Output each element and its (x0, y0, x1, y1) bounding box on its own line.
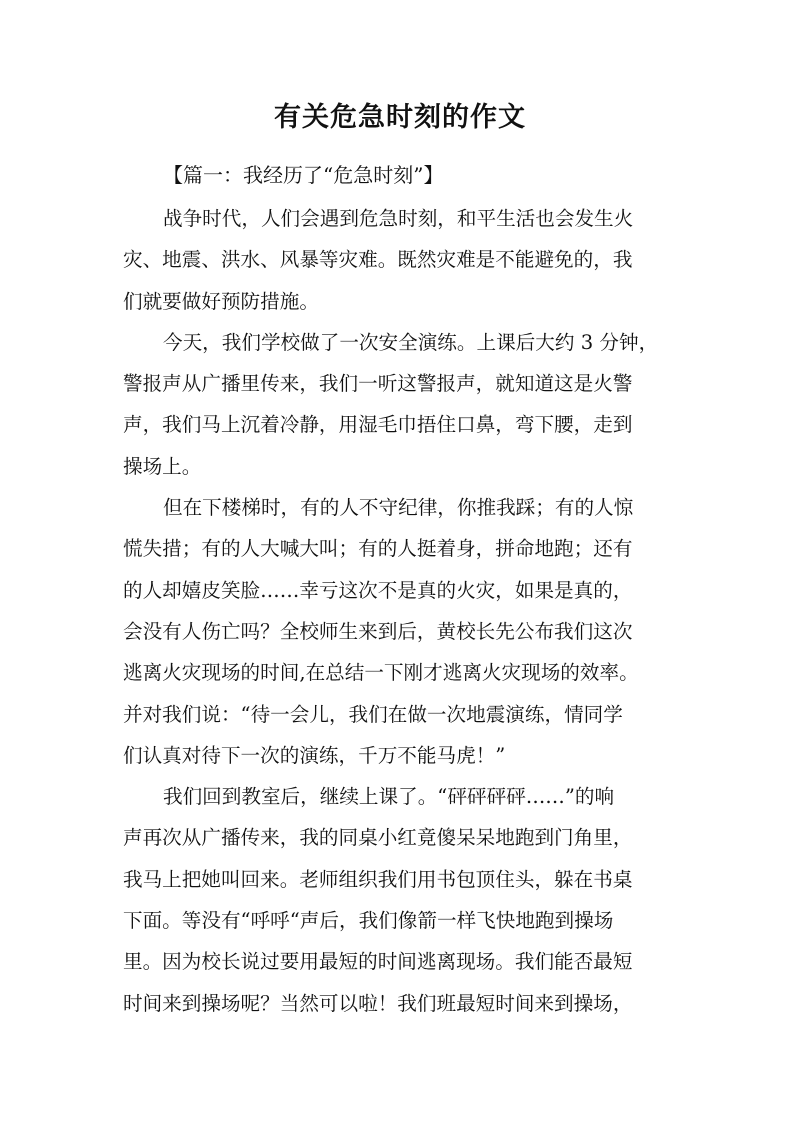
text-line: 战争时代，人们会遇到危急时刻，和平生活也会发生火 (163, 207, 634, 230)
paragraph (123, 487, 683, 776)
document-body (123, 198, 683, 1024)
text-line: 我马上把她叫回来。老师组织我们用书包顶住头，躲在书桌 (123, 867, 633, 891)
text-line: 声，我们马上沉着冷静，用湿毛巾捂住口鼻，弯下腰，走到 (123, 413, 633, 437)
text-line: 里。因为校长说过要用最短的时间逃离现场。我们能否最短 (123, 950, 633, 974)
text-line: 们就要做好预防措施。 (123, 289, 319, 313)
paragraph (123, 322, 683, 487)
text-line: 但在下楼梯时，有的人不守纪律，你推我踩；有的人惊 (163, 496, 634, 520)
text-line: 的人却嬉皮笑脸……幸亏这次不是真的火灾，如果是真的， (123, 578, 633, 602)
text-line: 灾、地震、洪水、风暴等灾难。既然灾难是不能避免的，我 (123, 248, 633, 272)
text-line: 操场上。 (123, 454, 202, 478)
text-line: 们认真对待下一次的演练，千万不能马虎！” (123, 743, 506, 767)
document-title: 有关危急时刻的作文 (274, 102, 526, 133)
text-line: 时间来到操场呢？当然可以啦！我们班最短时间来到操场， (123, 991, 633, 1015)
text-line: 警报声从广播里传来，我们一听这警报声，就知道这是火警 (123, 372, 633, 396)
text-line: 下面。等没有“呼呼“声后，我们像箭一样飞快地跑到操场 (123, 909, 614, 933)
text-line: 声再次从广播传来，我的同桌小红竟傻呆呆地跑到门角里， (123, 826, 633, 850)
text-line: 会没有人伤亡吗？全校师生来到后，黄校长先公布我们这次 (123, 619, 633, 643)
section-heading: 【篇一：我经历了“危急时刻”】 (163, 163, 444, 187)
text-line: 并对我们说：“待一会儿，我们在做一次地震演练，情同学 (123, 702, 623, 726)
paragraph (123, 198, 683, 322)
text-line: 我们回到教室后，继续上课了。“砰砰砰砰……”的响 (163, 785, 615, 809)
text-line: 今天，我们学校做了一次安全演练。上课后大约 3 分钟， (163, 330, 659, 354)
text-line: 慌失措；有的人大喊大叫；有的人挺着身，拼命地跑；还有 (123, 537, 633, 561)
text-line: 逃离火灾现场的时间,在总结一下刚才逃离火灾现场的效率。 (123, 661, 639, 685)
paragraph (123, 776, 683, 1024)
